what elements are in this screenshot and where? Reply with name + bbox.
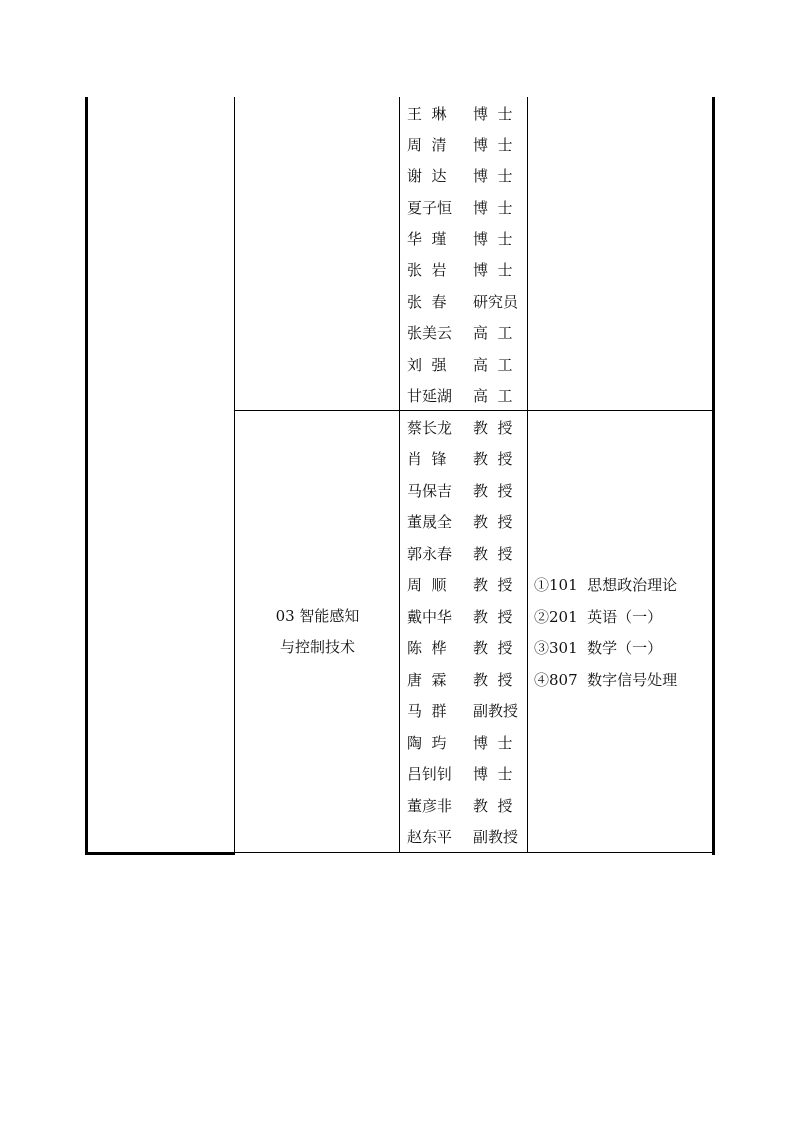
advisor-name: 董晟全 <box>407 513 453 531</box>
research-direction-line1: 03 智能感知 <box>275 607 360 625</box>
advisor-name: 张美云 <box>407 324 453 342</box>
research-direction <box>236 601 399 663</box>
advisor-name: 周 顺 <box>407 576 447 594</box>
advisor-name: 王 琳 <box>407 105 447 123</box>
advisor-title: 博 士 <box>473 734 513 752</box>
table-right-border <box>712 97 715 855</box>
advisor-title: 博 士 <box>473 230 513 248</box>
advisor-name: 陈 桦 <box>407 639 447 657</box>
advisor-name: 陶 玙 <box>407 734 447 752</box>
research-direction-line2: 与控制技术 <box>279 638 355 656</box>
table-bottom-border-right <box>235 852 715 853</box>
advisor-name: 张 春 <box>407 293 447 311</box>
advisor-title: 博 士 <box>473 765 513 783</box>
advisor-title: 博 士 <box>473 136 513 154</box>
column-divider-2 <box>399 97 400 853</box>
advisor-name: 夏子恒 <box>407 199 453 217</box>
advisor-title: 高 工 <box>473 387 513 405</box>
advisor-name: 甘延湖 <box>407 387 453 405</box>
advisor-title: 研究员 <box>473 293 519 311</box>
advisor-title: 博 士 <box>473 105 513 123</box>
advisor-name: 肖 锋 <box>407 450 447 468</box>
advisor-name: 郭永春 <box>407 545 453 563</box>
advisor-title: 教 授 <box>473 450 513 468</box>
table-left-border <box>85 97 88 855</box>
advisor-title: 教 授 <box>473 545 513 563</box>
advisor-title: 博 士 <box>473 167 513 185</box>
advisor-name: 马保吉 <box>407 482 453 500</box>
advisor-name: 蔡长龙 <box>407 419 453 437</box>
advisor-name: 张 岩 <box>407 261 447 279</box>
column-divider-3 <box>527 97 528 853</box>
advisor-title: 教 授 <box>473 482 513 500</box>
exam-subject: ④807 数字信号处理 <box>534 671 678 689</box>
group-divider <box>235 410 713 411</box>
advisor-title: 副教授 <box>473 702 519 720</box>
advisor-title: 博 士 <box>473 261 513 279</box>
advisor-name: 马 群 <box>407 702 447 720</box>
advisor-title: 高 工 <box>473 324 513 342</box>
advisor-title: 高 工 <box>473 356 513 374</box>
table-bottom-border-left <box>85 852 235 855</box>
exam-subject: ①101 思想政治理论 <box>534 576 678 594</box>
advisor-name: 谢 达 <box>407 167 447 185</box>
advisor-title: 教 授 <box>473 576 513 594</box>
advisor-title: 教 授 <box>473 639 513 657</box>
advisor-name: 赵东平 <box>407 828 453 846</box>
exam-subject: ③301 数学（一） <box>534 639 663 657</box>
advisor-name: 董彦非 <box>407 797 453 815</box>
advisor-name: 唐 霖 <box>407 671 447 689</box>
advisor-title: 博 士 <box>473 199 513 217</box>
advisor-title: 教 授 <box>473 797 513 815</box>
advisor-title: 教 授 <box>473 608 513 626</box>
advisor-name: 吕钊钊 <box>407 765 453 783</box>
advisor-name: 华 瑾 <box>407 230 447 248</box>
advisor-name: 刘 强 <box>407 356 447 374</box>
advisor-title: 教 授 <box>473 671 513 689</box>
advisor-title: 副教授 <box>473 828 519 846</box>
exam-subject: ②201 英语（一） <box>534 608 663 626</box>
advisor-name: 周 清 <box>407 136 447 154</box>
advisor-title: 教 授 <box>473 419 513 437</box>
column-divider-1 <box>234 97 235 855</box>
advisor-name: 戴中华 <box>407 608 453 626</box>
advisor-title: 教 授 <box>473 513 513 531</box>
